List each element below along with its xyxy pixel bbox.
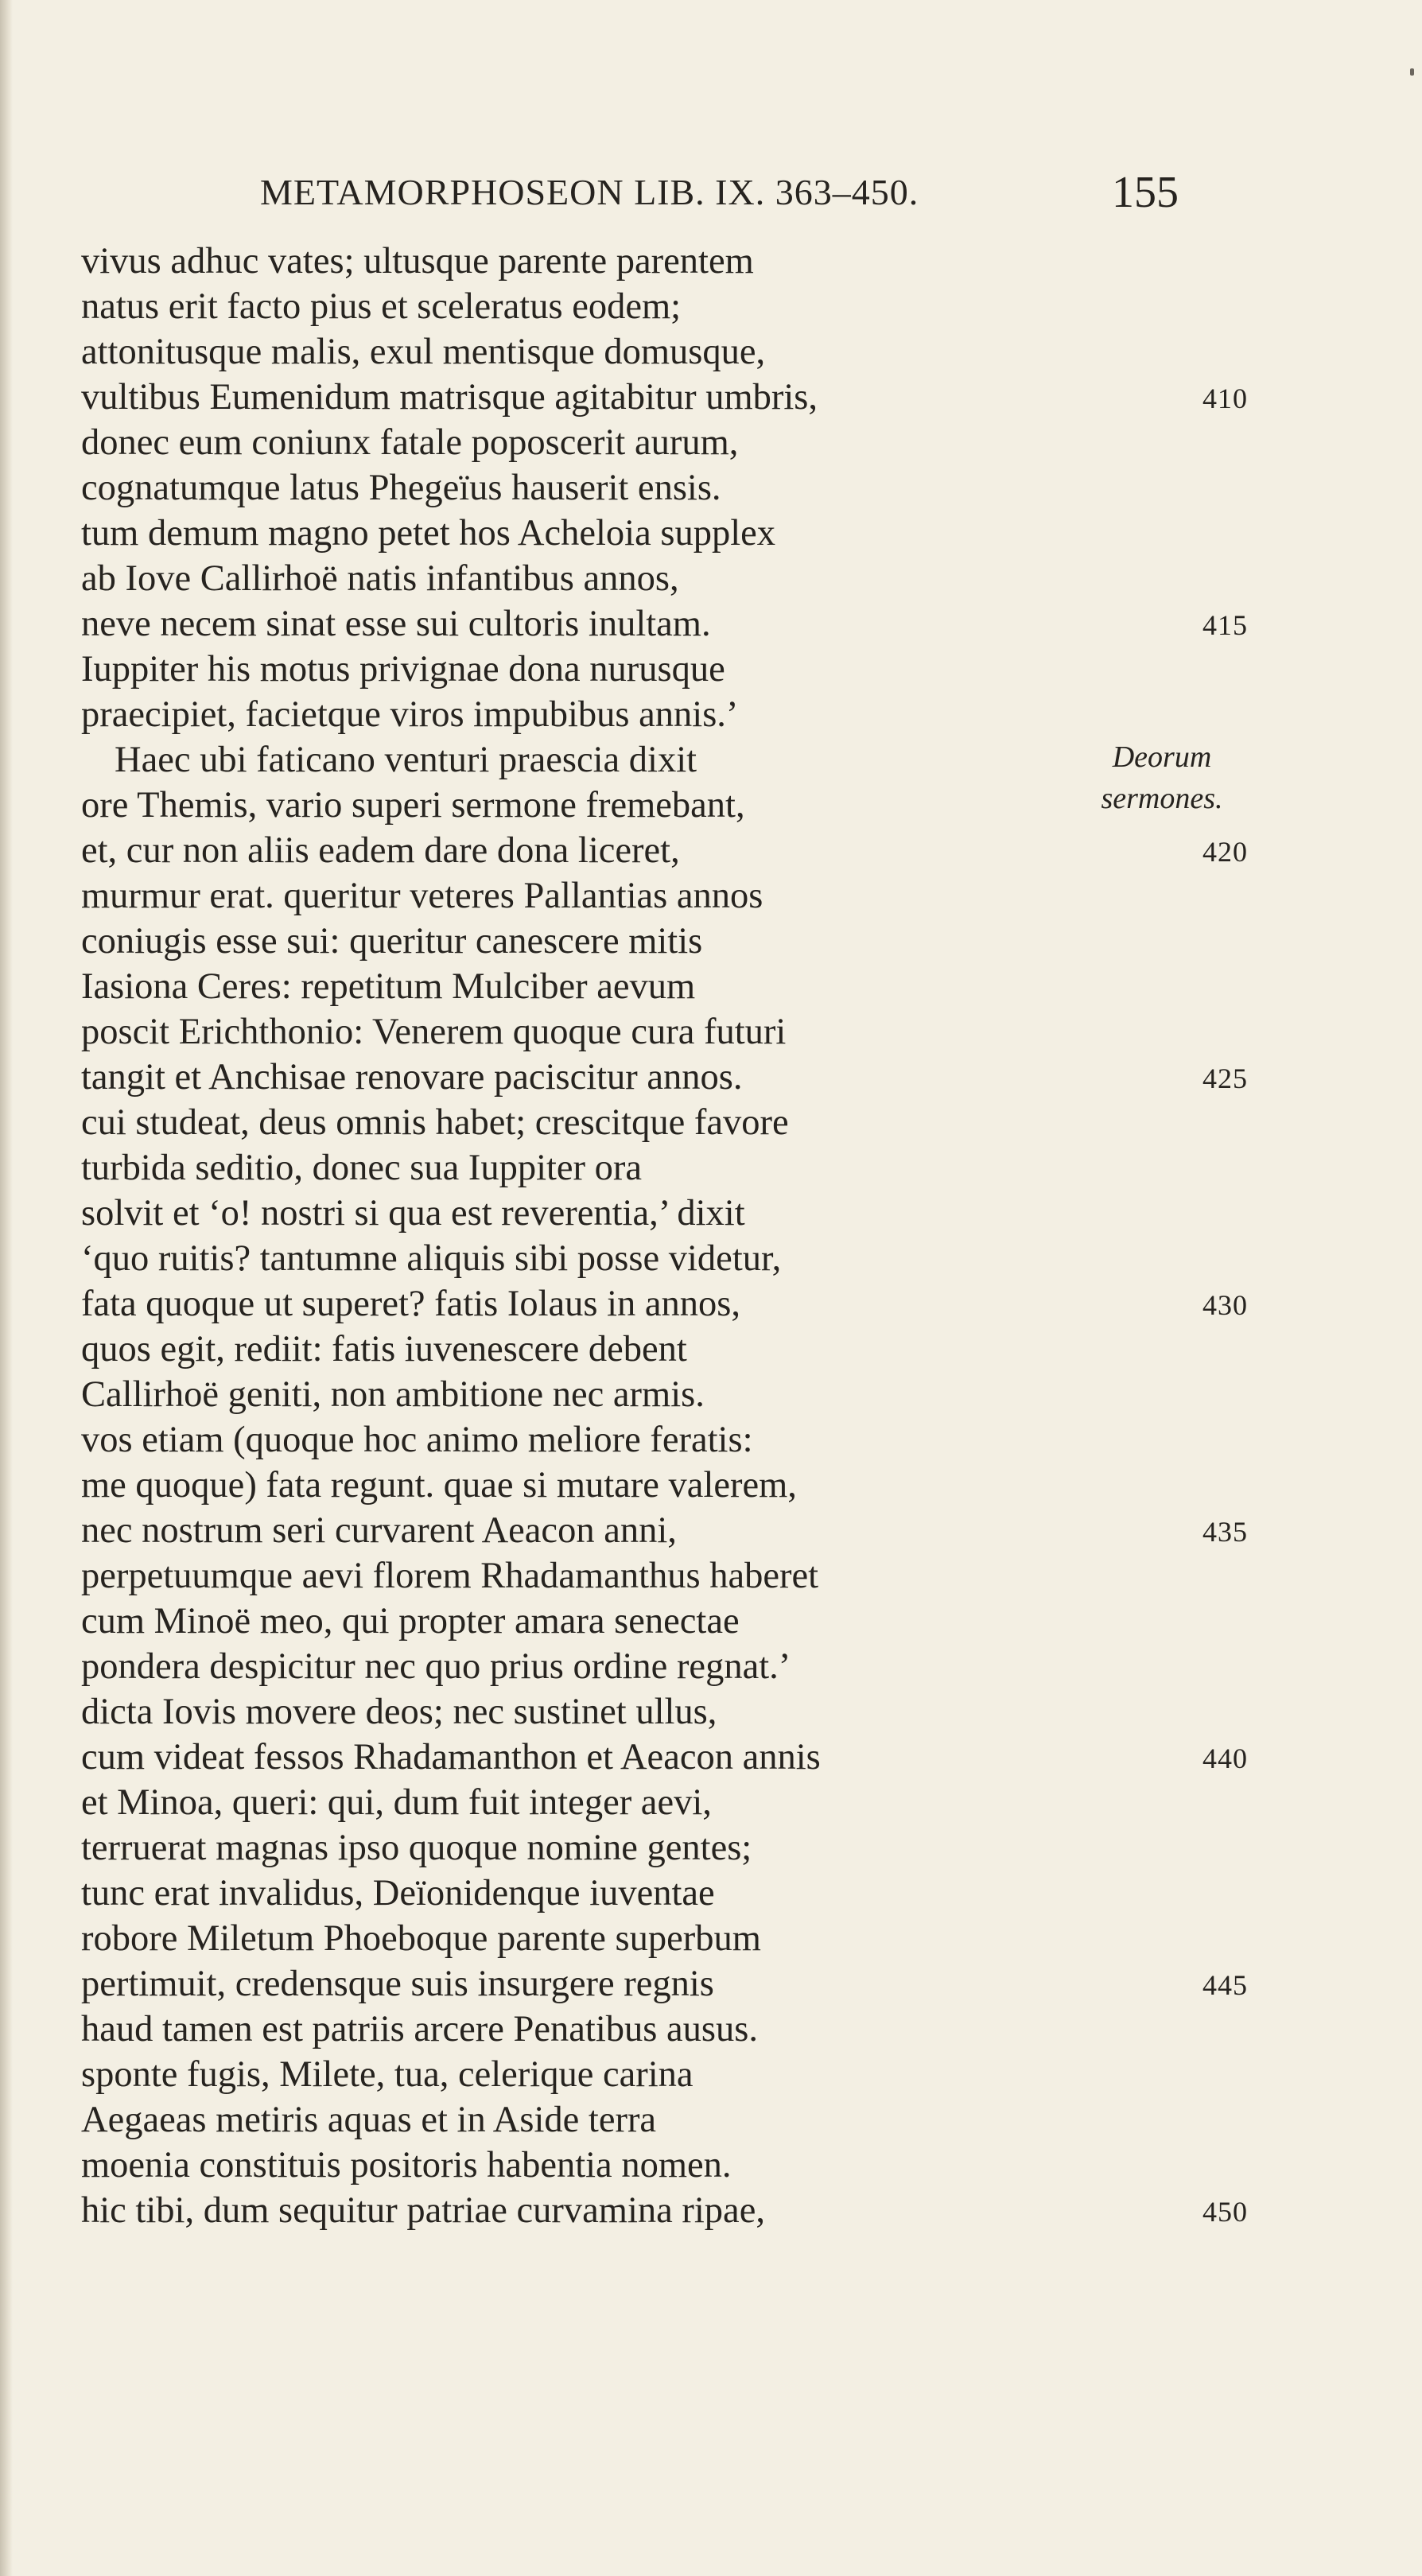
verse-line-text: cum Minoë meo, qui propter amara senectae <box>81 1601 740 1642</box>
line-number: 410 <box>1202 383 1248 414</box>
verse-line <box>81 375 1354 420</box>
verse-line-text: tangit et Anchisae renovare paciscitur annos. <box>81 1057 743 1098</box>
verse-line-text: perpetuumque aevi florem Rhadamanthus haberet <box>81 1556 819 1596</box>
verse-line-text: Iuppiter his motus privignae dona nurusque <box>81 649 725 690</box>
verse-line <box>81 1281 1354 1327</box>
verse-line <box>81 2143 1354 2188</box>
verse-line-text: vos etiam (quoque hoc animo meliore feratis: <box>81 1420 753 1460</box>
line-number: 445 <box>1202 1969 1248 2001</box>
verse-line-text: cum videat fessos Rhadamanthon et Aeacon annis <box>81 1737 821 1778</box>
verse-line-text: vultibus Eumenidum matrisque agitabitur umbris, <box>81 377 818 418</box>
verse-line-text: Callirhoë geniti, non ambitione nec armis. <box>81 1374 705 1415</box>
verse-line <box>81 420 1354 465</box>
verse-line <box>81 601 1354 647</box>
verse-line-text: ab Iove Callirhoë natis infantibus annos, <box>81 558 679 599</box>
line-number: 430 <box>1202 1289 1248 1321</box>
verse-line-text: quos egit, rediit: fatis iuvenescere debent <box>81 1329 687 1370</box>
verse-line <box>81 2052 1354 2097</box>
verse-line-text: terruerat magnas ipso quoque nomine gentes; <box>81 1828 752 1868</box>
verse-line <box>81 1100 1354 1145</box>
verse-line-text: coniugis esse sui: queritur canescere mitis <box>81 921 703 962</box>
verse-line <box>81 1553 1354 1599</box>
verse-line-text: vivus adhuc vates; ultusque parente parentem <box>81 241 754 282</box>
verse-line-text: robore Miletum Phoeboque parente superbum <box>81 1918 761 1959</box>
marginal-note-line: sermones. <box>1101 782 1223 815</box>
verse-line-text: pondera despicitur nec quo prius ordine regnat.’ <box>81 1646 791 1687</box>
verse-line-text: tunc erat invalidus, Deïonidenque iuventae <box>81 1873 715 1914</box>
verse-line-text: et Minoa, queri: qui, dum fuit integer aevi, <box>81 1782 712 1823</box>
verse-line-text: pertimuit, credensque suis insurgere regnis <box>81 1964 714 2004</box>
verse-line-text: fata quoque ut superet? fatis Iolaus in annos, <box>81 1284 741 1324</box>
verse-line-text: sponte fugis, Milete, tua, celerique carina <box>81 2054 694 2095</box>
running-title: METAMORPHOSEON LIB. IX. 363–450. <box>260 172 919 212</box>
verse-line-text: murmur erat. queritur veteres Pallantias annos <box>81 876 763 916</box>
verse-line <box>81 1417 1354 1463</box>
verse-line-text: et, cur non aliis eadem dare dona liceret, <box>81 830 680 871</box>
verse-line <box>81 329 1354 375</box>
verse-line-text: me quoque) fata regunt. quae si mutare valerem, <box>81 1465 797 1506</box>
verse-line <box>81 2188 1354 2233</box>
verse-line <box>81 1508 1354 1553</box>
verse-line <box>81 964 1354 1009</box>
verse-line <box>81 1236 1354 1281</box>
page-number: 155 <box>1112 168 1179 217</box>
verse-line <box>81 284 1354 329</box>
verse-line <box>81 1644 1354 1689</box>
verse-line-text: solvit et ‘o! nostri si qua est reverentia,’ dixit <box>81 1193 745 1234</box>
verse-line <box>81 783 1354 828</box>
line-number: 420 <box>1202 836 1248 868</box>
verse-line-text: poscit Erichthonio: Venerem quoque cura futuri <box>81 1012 787 1052</box>
verse-line <box>81 511 1354 556</box>
verse-line-text: hic tibi, dum sequitur patriae curvamina ripae, <box>81 2190 765 2231</box>
line-number: 440 <box>1202 1743 1248 1774</box>
verse-line <box>81 465 1354 511</box>
verse-line-text: nec nostrum seri curvarent Aeacon anni, <box>81 1510 677 1551</box>
verse-line <box>81 647 1354 692</box>
verse-line <box>81 2007 1354 2052</box>
verse-line-text: cui studeat, deus omnis habet; crescitque favore <box>81 1102 789 1143</box>
verse-line-text: tum demum magno petet hos Acheloia supplex <box>81 513 776 554</box>
verse-line-text: haud tamen est patriis arcere Penatibus ausus. <box>81 2009 758 2050</box>
verse-line <box>81 239 1354 284</box>
marginal-note-line: Deorum <box>1112 740 1212 774</box>
verse-line <box>81 828 1354 873</box>
line-number: 415 <box>1202 609 1248 641</box>
verse-line <box>81 1372 1354 1417</box>
verse-line <box>81 1463 1354 1508</box>
verse-line-text: Aegaeas metiris aquas et in Aside terra <box>81 2100 657 2140</box>
verse-line <box>81 873 1354 919</box>
verse-line <box>81 1961 1354 2007</box>
verse-line <box>81 1327 1354 1372</box>
verse-line <box>81 1825 1354 1871</box>
verse-text-block <box>81 239 1354 2233</box>
verse-line-text: Iasiona Ceres: repetitum Mulciber aevum <box>81 966 696 1007</box>
verse-line <box>81 1191 1354 1236</box>
verse-line-text: praecipiet, facietque viros impubibus annis.’ <box>81 694 739 735</box>
verse-line <box>81 1145 1354 1191</box>
verse-line <box>81 1009 1354 1055</box>
verse-line-text: neve necem sinat esse sui cultoris inultam. <box>81 604 711 644</box>
verse-line-text: ore Themis, vario superi sermone fremebant, <box>81 785 745 826</box>
verse-line <box>81 556 1354 601</box>
verse-line-text: natus erit facto pius et sceleratus eodem; <box>81 286 682 327</box>
line-number: 450 <box>1202 2196 1248 2228</box>
verse-line <box>81 2097 1354 2143</box>
verse-line-text: attonitusque malis, exul mentisque domusque, <box>81 332 766 372</box>
verse-line <box>81 1780 1354 1825</box>
verse-line-text: cognatumque latus Phegeïus hauserit ensis. <box>81 468 721 508</box>
running-head <box>0 169 1422 216</box>
page-gutter-shadow <box>0 0 13 2576</box>
verse-line <box>81 1871 1354 1916</box>
verse-line <box>81 1735 1354 1780</box>
page-speck <box>1410 68 1414 76</box>
verse-line-text: donec eum coniunx fatale poposcerit aurum, <box>81 422 739 463</box>
verse-line <box>81 1055 1354 1100</box>
verse-line <box>81 919 1354 964</box>
verse-line-text: Haec ubi faticano venturi praescia dixit <box>115 740 697 780</box>
verse-line <box>81 1599 1354 1644</box>
verse-line-text: ‘quo ruitis? tantumne aliquis sibi posse videtur, <box>81 1238 782 1279</box>
verse-line <box>81 1689 1354 1735</box>
verse-line-text: dicta Iovis movere deos; nec sustinet ullus, <box>81 1692 717 1732</box>
line-number: 425 <box>1202 1063 1248 1094</box>
line-number: 435 <box>1202 1516 1248 1548</box>
verse-line-text: moenia constituis positoris habentia nomen. <box>81 2145 732 2186</box>
verse-line <box>81 1916 1354 1961</box>
verse-line <box>81 692 1354 737</box>
verse-line-text: turbida seditio, donec sua Iuppiter ora <box>81 1148 643 1188</box>
verse-line <box>81 737 1354 783</box>
